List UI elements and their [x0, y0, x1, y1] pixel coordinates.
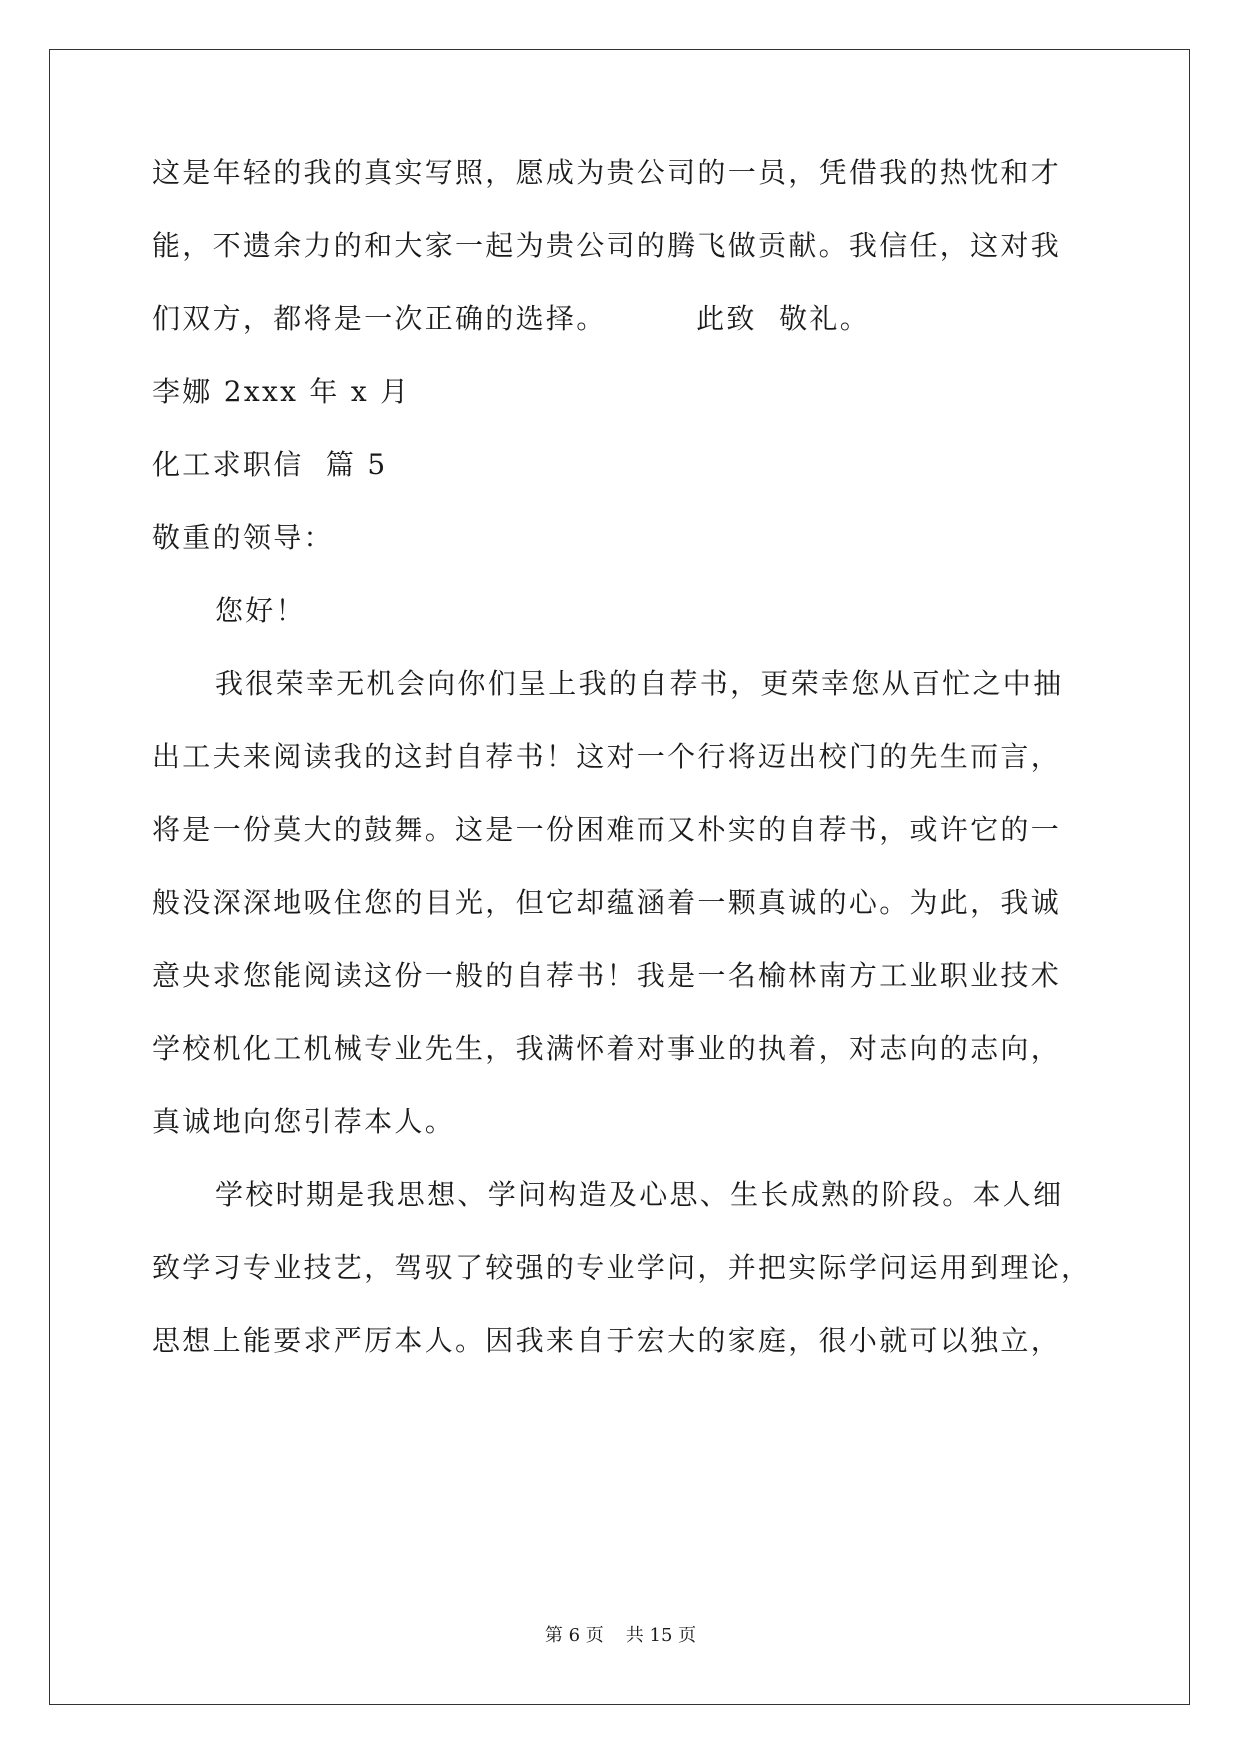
text-line: 真诚地向您引荐本人。 [152, 1105, 456, 1138]
text-line: 这是年轻的我的真实写照，愿成为贵公司的一员，凭借我的热忱和才 [152, 156, 1062, 189]
section-heading: 化工求职信 篇 5 [152, 448, 388, 481]
text-line: 将是一份莫大的鼓舞。这是一份困难而又朴实的自荐书，或许它的一 [152, 813, 1062, 846]
page-footer [0, 1624, 1241, 1648]
page-border [49, 49, 1190, 1705]
text-line: 致学习专业技艺，驾驭了较强的专业学问，并把实际学问运用到理论， [152, 1251, 1092, 1284]
text-line: 能，不遗余力的和大家一起为贵公司的腾飞做贡献。我信任，这对我 [152, 229, 1062, 262]
greeting: 您好！ [215, 594, 306, 627]
signature-line: 李娜 2xxx 年 x 月 [152, 375, 411, 408]
salutation: 敬重的领导： [152, 521, 334, 554]
total-pages: 共 15 页 [625, 1625, 697, 1646]
text-line: 们双方，都将是一次正确的选择。 此致 敬礼。 [152, 302, 871, 335]
text-line: 出工夫来阅读我的这封自荐书！这对一个行将迈出校门的先生而言， [152, 740, 1062, 773]
text-line: 般没深深地吸住您的目光，但它却蕴涵着一颗真诚的心。为此，我诚 [152, 886, 1062, 919]
text-line: 思想上能要求严厉本人。因我来自于宏大的家庭，很小就可以独立， [152, 1324, 1062, 1357]
text-line: 学校时期是我思想、学问构造及心思、生长成熟的阶段。本人细 [215, 1178, 1064, 1211]
text-line: 意央求您能阅读这份一般的自荐书！我是一名榆林南方工业职业技术 [152, 959, 1062, 992]
page-number: 第 6 页 [544, 1625, 604, 1646]
text-line: 我很荣幸无机会向你们呈上我的自荐书，更荣幸您从百忙之中抽 [215, 667, 1064, 700]
text-line: 学校机化工机械专业先生，我满怀着对事业的执着，对志向的志向， [152, 1032, 1062, 1065]
